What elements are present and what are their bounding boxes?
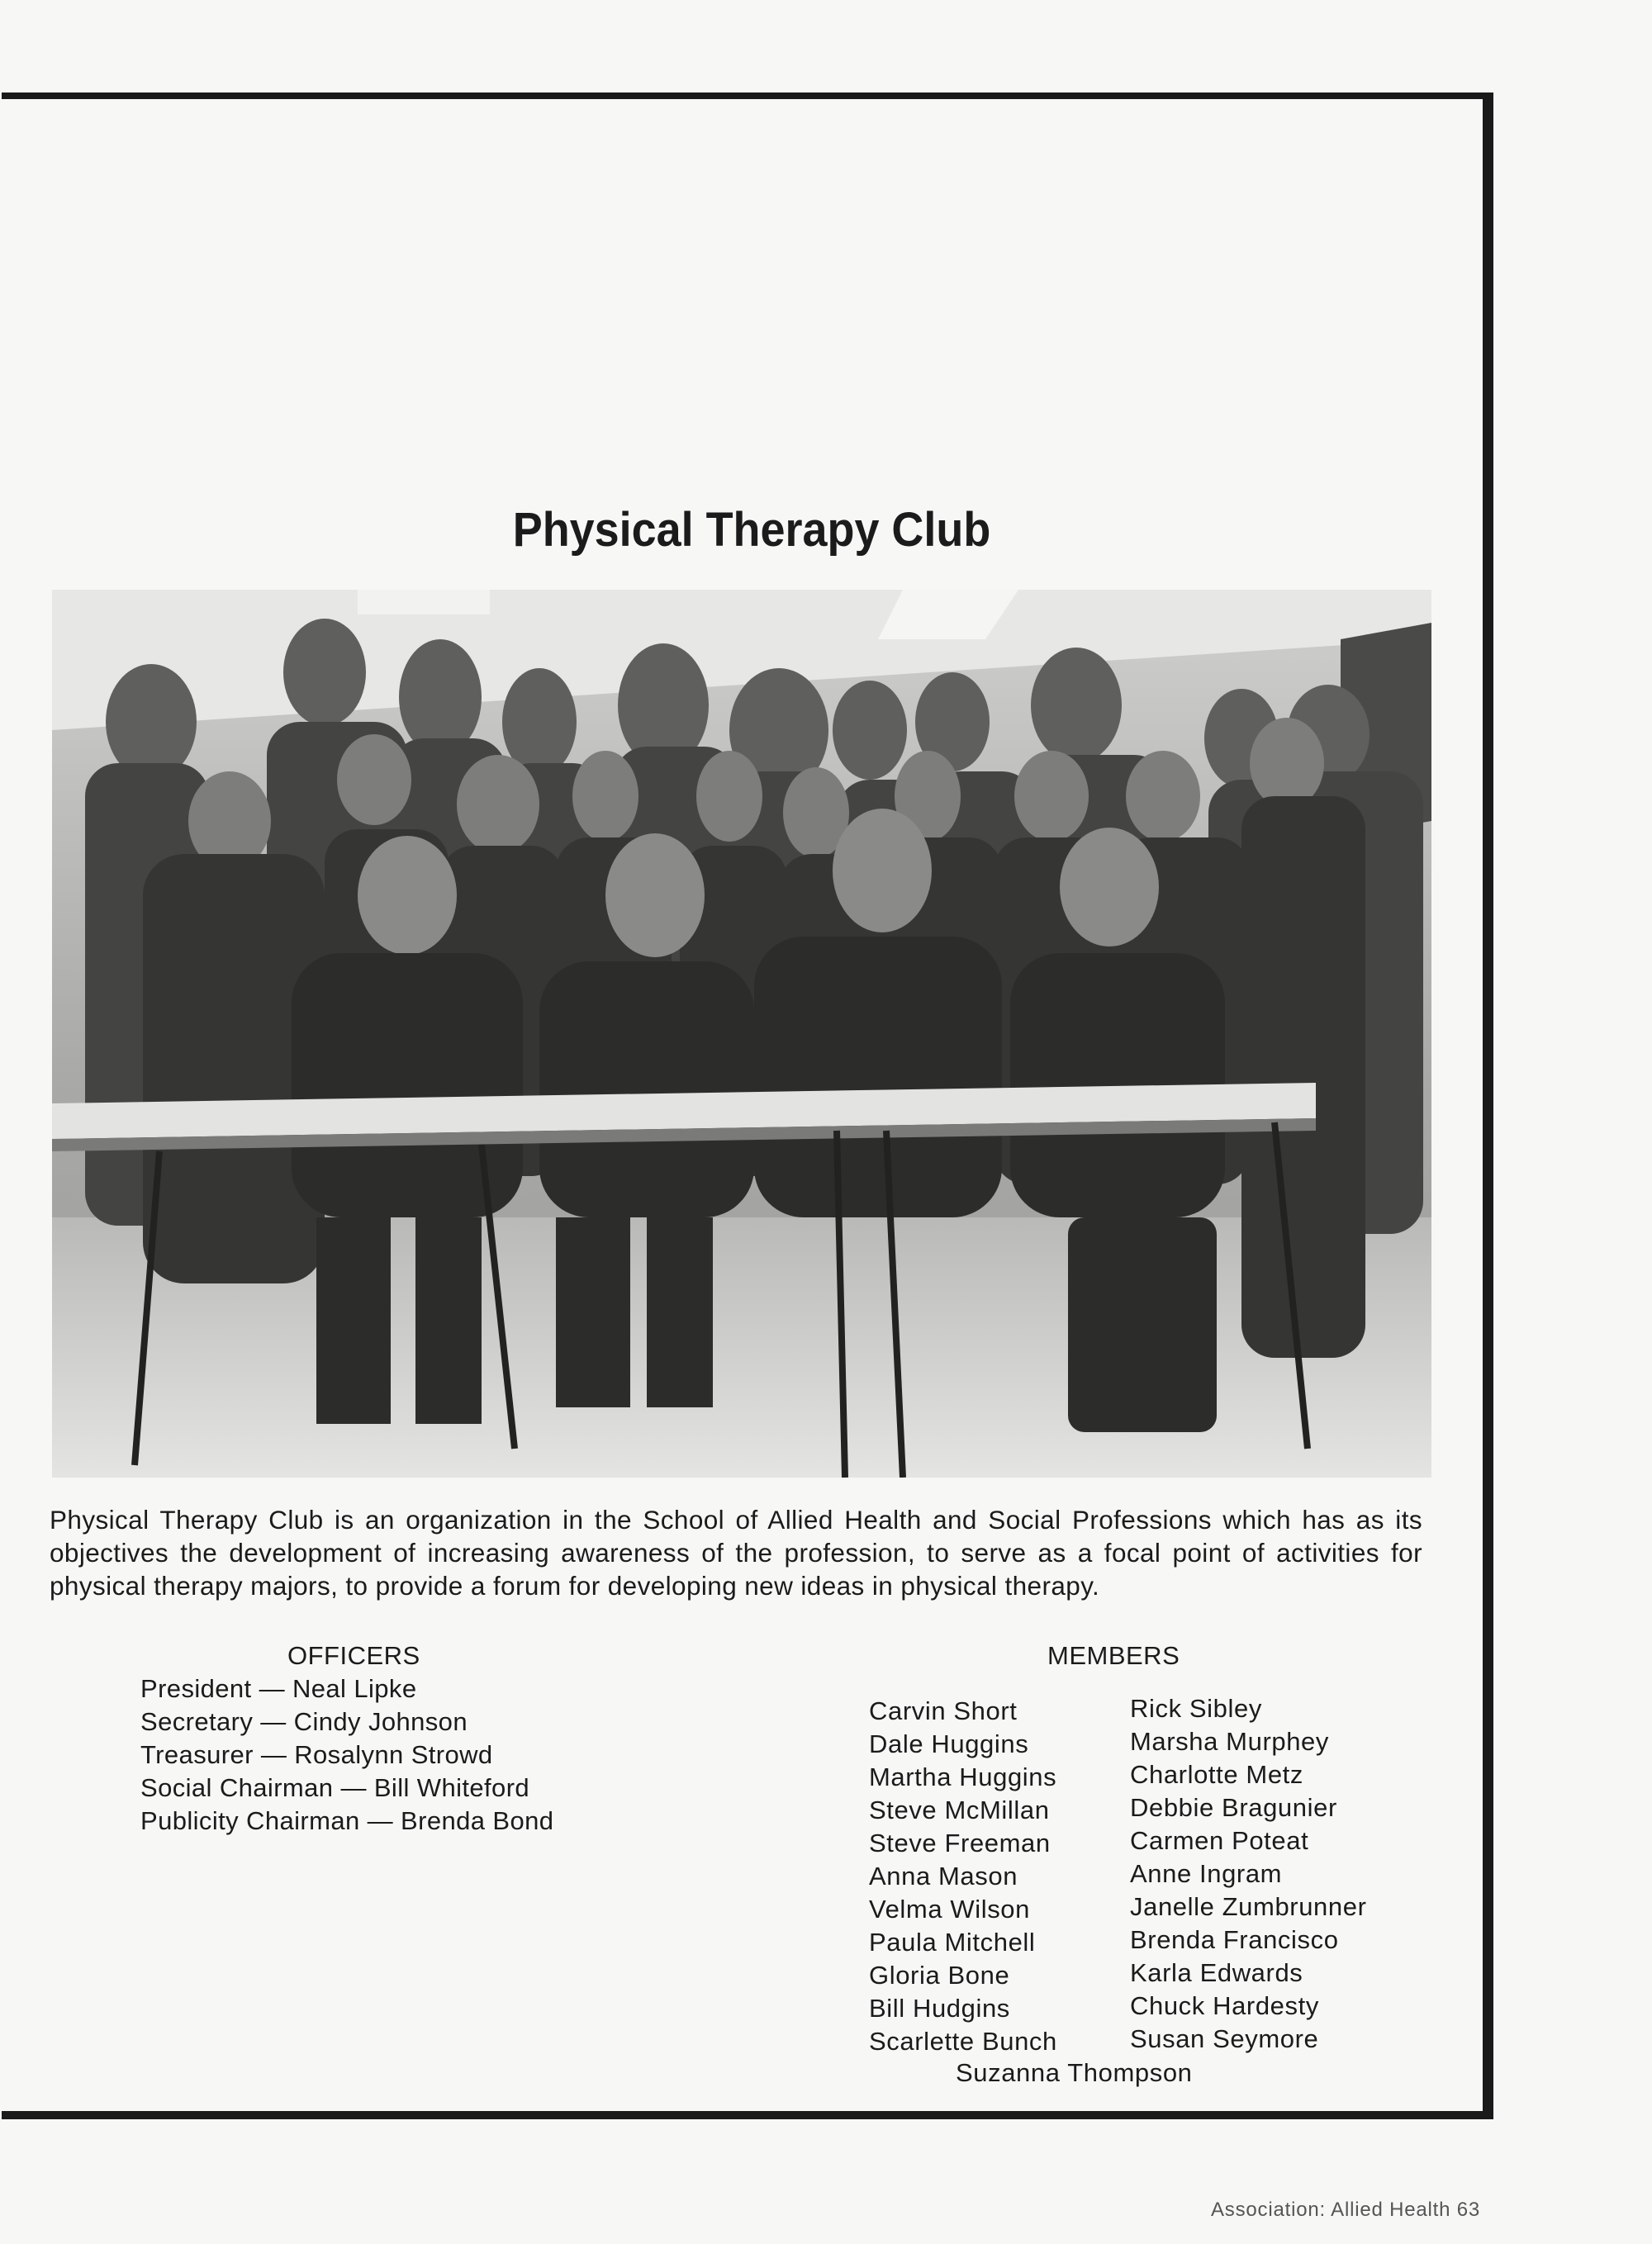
page-title: Physical Therapy Club [512, 503, 991, 557]
member-entry: Steve McMillan [869, 1796, 1050, 1824]
member-entry: Anna Mason [869, 1862, 1018, 1891]
members-heading: MEMBERS [1047, 1641, 1180, 1670]
member-entry: Gloria Bone [869, 1961, 1010, 1990]
member-entry: Charlotte Metz [1130, 1760, 1303, 1789]
member-entry-final: Suzanna Thompson [956, 2058, 1193, 2087]
members-list-left [869, 1695, 1057, 2058]
officer-entry: Publicity Chairman — Brenda Bond [140, 1806, 554, 1835]
member-entry: Scarlette Bunch [869, 2027, 1057, 2056]
member-entry: Susan Seymore [1130, 2024, 1319, 2053]
group-photo [52, 590, 1431, 1478]
officer-entry: Treasurer — Rosalynn Strowd [140, 1740, 493, 1769]
member-entry: Karla Edwards [1130, 1958, 1303, 1987]
member-entry: Janelle Zumbrunner [1130, 1892, 1367, 1921]
officer-entry: Secretary — Cindy Johnson [140, 1707, 468, 1736]
page-folio: Association: Allied Health 63 [1211, 2199, 1481, 2221]
member-entry: Velma Wilson [869, 1895, 1030, 1924]
member-entry: Martha Huggins [869, 1762, 1057, 1791]
member-entry: Steve Freeman [869, 1829, 1051, 1857]
member-entry: Debbie Bragunier [1130, 1793, 1337, 1822]
members-list-right [1130, 1692, 1367, 2056]
officers-list [140, 1672, 553, 1838]
member-entry: Chuck Hardesty [1130, 1991, 1319, 2020]
member-entry: Anne Ingram [1130, 1859, 1283, 1888]
member-entry: Bill Hudgins [869, 1994, 1010, 2023]
member-entry: Rick Sibley [1130, 1694, 1262, 1723]
officer-entry: Social Chairman — Bill Whiteford [140, 1773, 530, 1802]
member-entry: Dale Huggins [869, 1729, 1029, 1758]
club-description: Physical Therapy Club is an organization in the School of Allied Health and Social Professions which has as its objectives the development of increasing awareness of the profession, to serve as a focal point of activities for physical therapy majors, to provide a forum for developing new ideas in physical therapy. [50, 1505, 1422, 1601]
officers-heading: OFFICERS [287, 1641, 420, 1670]
member-entry: Carmen Poteat [1130, 1826, 1309, 1855]
officer-entry: President — Neal Lipke [140, 1674, 417, 1703]
member-entry: Carvin Short [869, 1696, 1018, 1725]
member-entry: Paula Mitchell [869, 1928, 1036, 1957]
member-entry: Marsha Murphey [1130, 1727, 1329, 1756]
member-entry: Brenda Francisco [1130, 1925, 1339, 1954]
